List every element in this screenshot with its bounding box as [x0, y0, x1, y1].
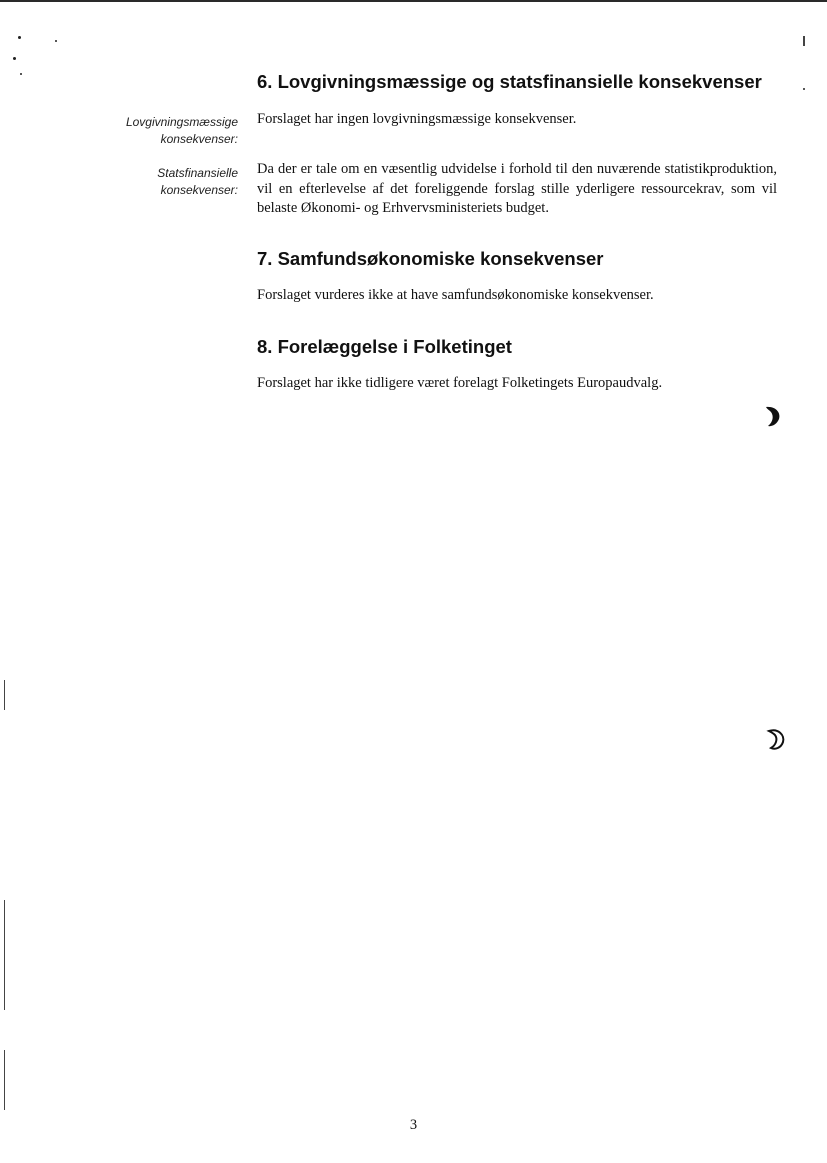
margin-label-line: Lovgivningsmæssige [125, 115, 238, 129]
punch-hole-mark [766, 727, 786, 751]
scan-speck [13, 57, 16, 60]
paragraph-folketinget: Forslaget har ikke tidligere været forelagt Folketingets Europaudvalg. [257, 375, 663, 391]
paragraph-samfundsokonomi: Forslaget vurderes ikke at have samfundsøkonomiske konsekvenser. [257, 287, 654, 303]
scan-top-rule [0, 0, 827, 2]
section-heading-8: 8. Forelæggelse i Folketinget [257, 336, 512, 357]
scan-edge-line [4, 900, 5, 1010]
paragraph-statsfinansielle: Da der er tale om en væsentlig udvidelse i forhold til den nuværende statistikproduktion, vil en efterlevelse af det foreliggende forslag stille yderligere ressourcekrav, som vil belaste Økonomi- og Erhvervsministeriets budget. [257, 161, 777, 216]
margin-label-line: konsekvenser: [160, 132, 238, 146]
scan-edge-line [4, 680, 5, 710]
page-number: 3 [409, 1117, 418, 1133]
margin-label-line: konsekvenser: [160, 183, 238, 197]
scan-speck [20, 73, 22, 75]
punch-hole-mark [762, 404, 782, 428]
margin-label-statsfinansielle [78, 165, 238, 199]
scan-tick [803, 36, 805, 46]
scan-edge-line [4, 1050, 5, 1110]
scan-speck [55, 40, 57, 42]
margin-label-lovgivning [78, 114, 238, 148]
scan-speck [18, 36, 21, 39]
section-heading-6: 6. Lovgivningsmæssige og statsfinansielle konsekvenser [257, 71, 762, 92]
section-heading-7: 7. Samfundsøkonomiske konsekvenser [257, 248, 604, 269]
scan-speck [803, 88, 805, 90]
paragraph-lovgivning: Forslaget har ingen lovgivningsmæssige konsekvenser. [257, 111, 577, 127]
margin-label-line: Statsfinansielle [157, 166, 238, 180]
